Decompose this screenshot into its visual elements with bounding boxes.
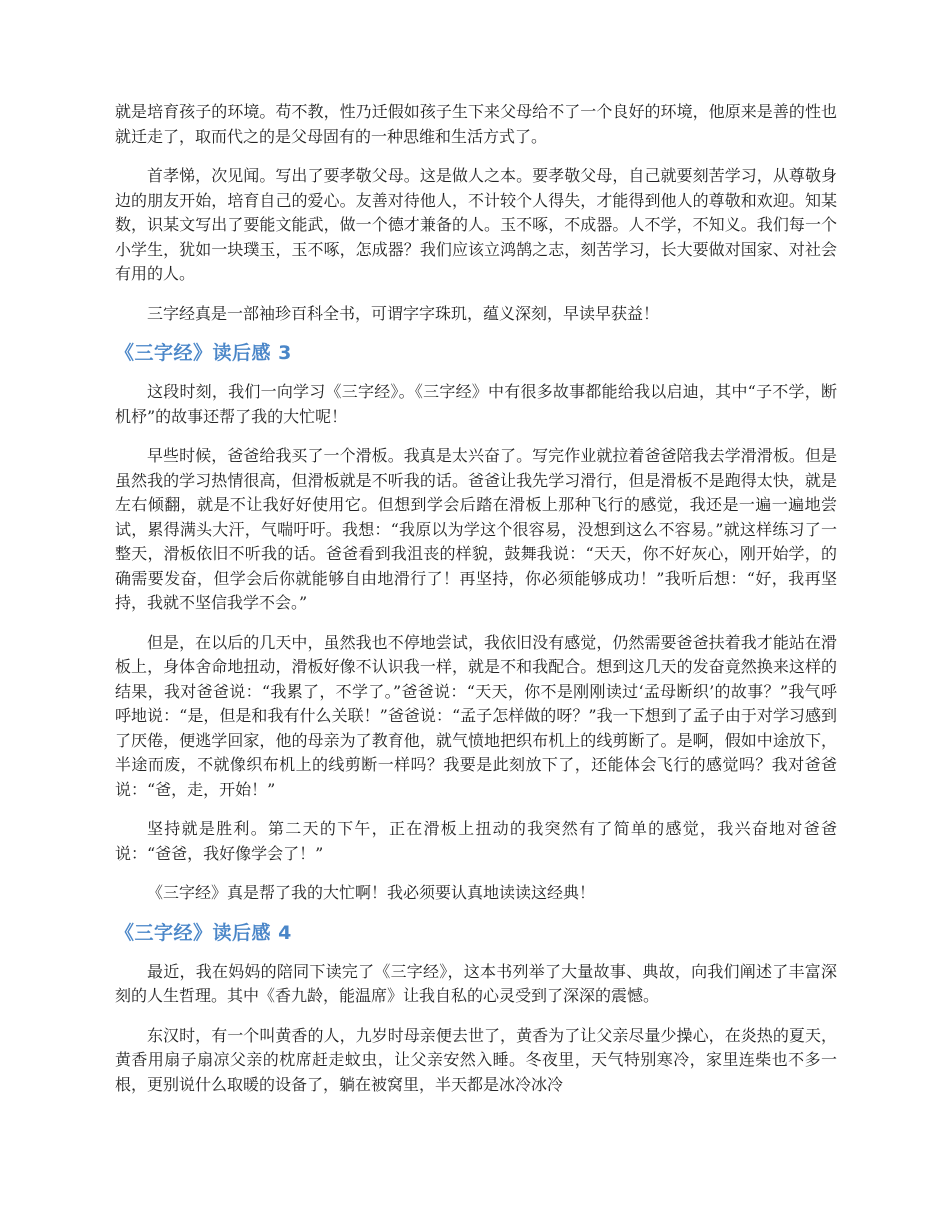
paragraph-s4-intro: 最近，我在妈妈的陪同下读完了《三字经》，这本书列举了大量故事、典故，向我们阐述了丰富深刻的人生哲理。其中《香九龄，能温席》让我自私的心灵受到了深深的震憾。 bbox=[115, 961, 837, 1005]
section-heading-4: 《三字经》读后感 4 bbox=[115, 921, 292, 944]
paragraph-encyclopedia: 三字经真是一部袖珍百科全书，可谓字字珠玑，蕴义深刻，早读早获益！ bbox=[147, 303, 660, 323]
section-heading-3: 《三字经》读后感 3 bbox=[115, 342, 292, 364]
paragraph-intro-continued: 就是培育孩子的环境。苟不教，性乃迁假如孩子生下来父母给不了一个良好的环境，他原来是善的性也就迁走了，取而代之的是父母固有的一种思维和生活方式了。 bbox=[115, 102, 837, 146]
paragraph-s4-huangxiang: 东汉时，有一个叫黄香的人，九岁时母亲便去世了，黄香为了让父亲尽量少操心，在炎热的夏天，黄香用扇子扇凉父亲的枕席赶走蚊虫，让父亲安然入睡。冬夜里，天气特别寒冷，家里连柴也不多一根，更别说什么取暖的设备了，躺在被窝里，半天都是冰冷冰冷 bbox=[115, 1025, 837, 1094]
document-page bbox=[115, 100, 837, 1112]
paragraph-s3-skateboard: 早些时候，爸爸给我买了一个滑板。我真是太兴奋了。写完作业就拉着爸爸陪我去学滑滑板。但是虽然我的学习热情很高，但滑板就是不听我的话。爸爸让我先学习滑行，但是滑板不是跑得太快，就是左右倾翻，就是不让我好好使用它。但想到学会后踏在滑板上那种飞行的感觉，我还是一遍一遍地尝试，累得满头大汗，气喘吁吁。我想：“我原以为学这个很容易，没想到这么不容易。”就这样练习了一整天，滑板依旧不听我的话。爸爸看到我沮丧的样貌，鼓舞我说：“天天，你不好灰心，刚开始学，的确需要发奋，但学会后你就能够自由地滑行了！再坚持，你必须能够成功！”我听后想：“好，我再坚持，我就不坚信我学不会。” bbox=[115, 446, 837, 612]
paragraph-s3-conclusion: 《三字经》真是帮了我的大忙啊！我必须要认真地读读这经典！ bbox=[147, 883, 596, 902]
paragraph-s3-success: 坚持就是胜利。第二天的下午，正在滑板上扭动的我突然有了简单的感觉，我兴奋地对爸爸说：“爸爸，我好像学会了！” bbox=[115, 819, 837, 863]
paragraph-filial-piety: 首孝悌，次见闻。写出了要孝敬父母。这是做人之本。要孝敬父母，自己就要刻苦学习，从尊敬身边的朋友开始，培育自己的爱心。友善对待他人，不计较个人得失，才能得到他人的尊敬和欢迎。知某数，识某文写出了要能文能武，做一个德才兼备的人。玉不啄，不成器。人不学，不知义。我们每一个小学生，犹如一块璞玉，玉不啄，怎成器？我们应该立鸿鹄之志，刻苦学习，长大要做对国家、对社会有用的人。 bbox=[115, 166, 837, 283]
paragraph-s3-mencius: 但是，在以后的几天中，虽然我也不停地尝试，我依旧没有感觉，仍然需要爸爸扶着我才能站在滑板上，身体舍命地扭动，滑板好像不认识我一样，就是不和我配合。想到这几天的发奋竟然换来这样的结果，我对爸爸说：“我累了，不学了。”爸爸说：“天天，你不是刚刚读过‘孟母断织’的故事？”我气呼呼地说：“是，但是和我有什么关联！”爸爸说：“孟子怎样做的呀？”我一下想到了孟子由于对学习感到了厌倦，便逃学回家，他的母亲为了教育他，就气愤地把织布机上的线剪断了。是啊，假如中途放下，半途而废，不就像织布机上的线剪断一样吗？我要是此刻放下了，还能体会飞行的感觉吗？我对爸爸说：“爸，走，开始！” bbox=[115, 632, 837, 799]
paragraph-s3-intro: 这段时刻，我们一向学习《三字经》。《三字经》中有很多故事都能给我以启迪，其中“子不学，断机杼”的故事还帮了我的大忙呢！ bbox=[115, 382, 837, 426]
